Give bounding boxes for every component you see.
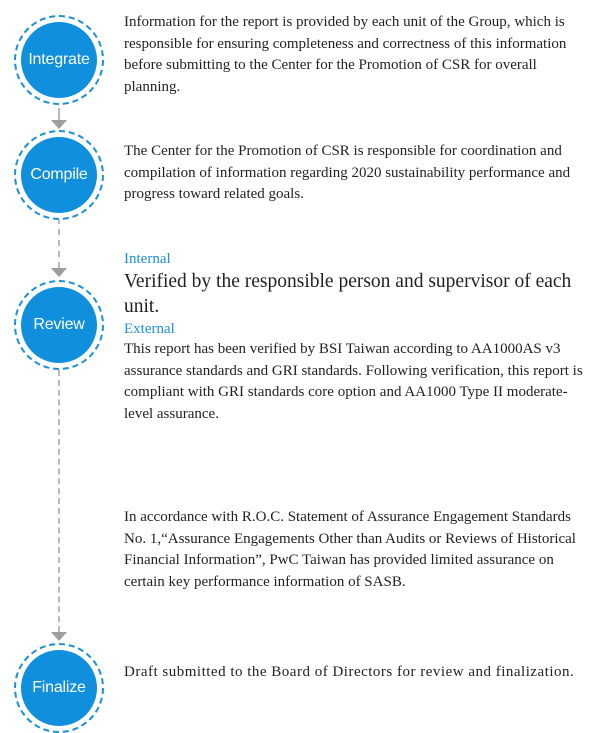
external-heading: External — [124, 321, 175, 337]
step-integrate-circle — [14, 15, 104, 105]
internal-text: Verified by the responsible person and supervisor of each unit. — [124, 271, 572, 317]
step-compile-label: Compile — [21, 137, 97, 213]
step-finalize-label: Finalize — [21, 650, 97, 726]
step-integrate-label: Integrate — [21, 22, 97, 98]
review-section — [124, 249, 586, 425]
arrow-down-icon — [51, 632, 67, 641]
internal-heading: Internal — [124, 251, 171, 267]
connector-line — [58, 218, 60, 268]
connector-line — [58, 108, 60, 120]
connector-line — [58, 370, 60, 632]
step-review-circle — [14, 280, 104, 370]
step-compile-circle — [14, 130, 104, 220]
compile-description: The Center for the Promotion of CSR is responsible for coordination and compilation of information regarding 2020 sustainability performance and progress toward related goals. — [124, 143, 571, 202]
pwc-assurance-text: In accordance with R.O.C. Statement of Assurance Engagement Standards No. 1,“Assurance Engagements Other than Audits or Reviews of Historical Financial Information”, PwC Taiwan has provided limited assurance on certain key performance information of SASB. — [124, 509, 576, 590]
integrate-description: Information for the report is provided by each unit of the Group, which is responsible for ensuring completeness and correctness of this information before submitting to the Center for the Promotion of CSR for overall planning. — [124, 14, 567, 95]
arrow-down-icon — [51, 268, 67, 277]
external-text: This report has been verified by BSI Taiwan according to AA1000AS v3 assurance standards and GRI standards. Following verification, this report is compliant with GRI standards core option and AA1000 Type II moderate-level assurance. — [124, 341, 583, 422]
finalize-description: Draft submitted to the Board of Directors for review and finalization. — [124, 664, 575, 680]
arrow-down-icon — [51, 120, 67, 129]
step-finalize-circle — [14, 643, 104, 733]
step-review-label: Review — [21, 287, 97, 363]
